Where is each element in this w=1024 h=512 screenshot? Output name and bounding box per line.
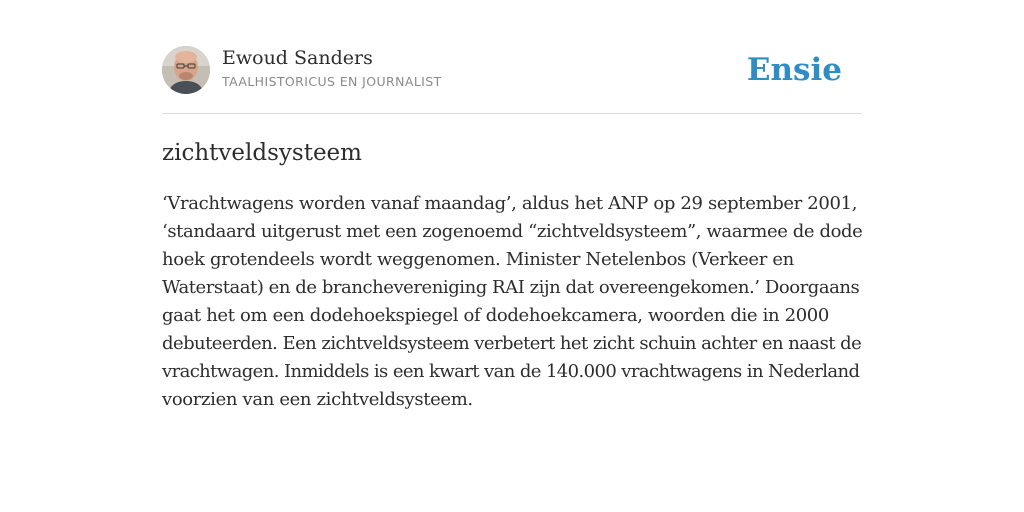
entry-body bbox=[162, 190, 862, 414]
avatar-photo-icon bbox=[162, 46, 210, 94]
entry-title: zichtveldsysteem bbox=[162, 140, 362, 166]
author-header bbox=[162, 46, 862, 96]
body-line: ‘Vrachtwagens worden vanaf maandag’, aldus het ANP op 29 september 2001, bbox=[162, 193, 858, 214]
body-line: voorzien van een zichtveldsysteem. bbox=[162, 389, 473, 410]
body-line: gaat het om een dodehoekspiegel of dodehoekcamera, woorden die in 2000 bbox=[162, 305, 829, 326]
body-line: vrachtwagen. Inmiddels is een kwart van de 140.000 vrachtwagens in Nederland bbox=[162, 361, 860, 382]
body-line: ‘standaard uitgerust met een zogenoemd “zichtveldsysteem”, waarmee de dode bbox=[162, 221, 863, 242]
body-line: debuteerden. Een zichtveldsysteem verbetert het zicht schuin achter en naast de bbox=[162, 333, 862, 354]
author-avatar[interactable] bbox=[162, 46, 210, 94]
author-role: TAALHISTORICUS EN JOURNALIST bbox=[222, 74, 442, 89]
author-name[interactable]: Ewoud Sanders bbox=[222, 47, 373, 69]
body-line: hoek grotendeels wordt weggenomen. Minister Netelenbos (Verkeer en bbox=[162, 249, 794, 270]
brand-logo[interactable]: Ensie bbox=[746, 52, 842, 88]
header-divider bbox=[162, 113, 862, 114]
body-line: Waterstaat) en de branchevereniging RAI zijn dat overeengekomen.’ Doorgaans bbox=[162, 277, 860, 298]
